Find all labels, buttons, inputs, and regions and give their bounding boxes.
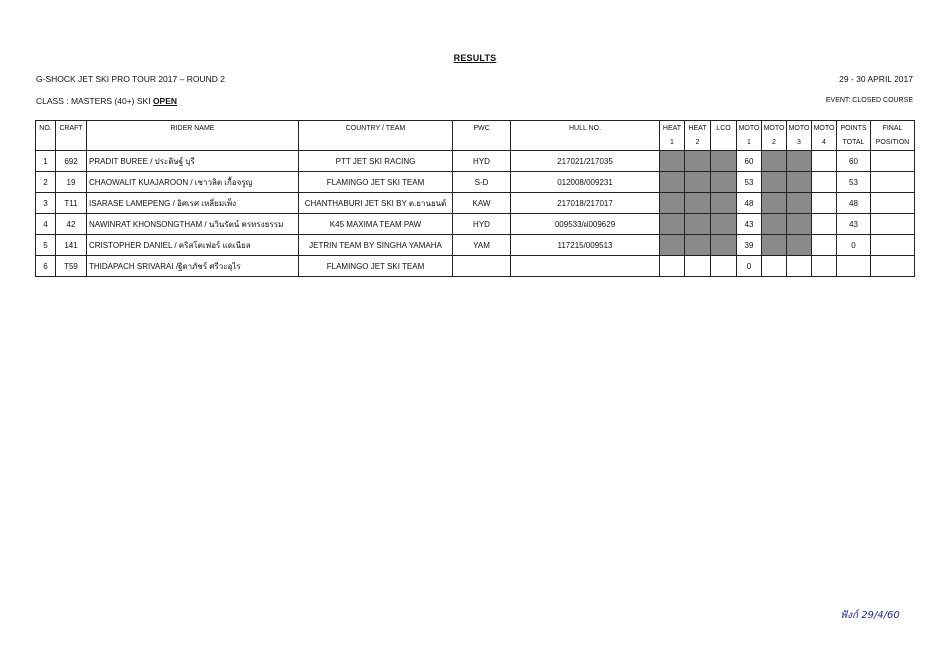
header-moto3-num: 3 <box>787 135 812 151</box>
cell-heat2 <box>685 193 711 214</box>
cell-hull: 117215/009513 <box>511 235 660 256</box>
cell-craft: 19 <box>56 172 87 193</box>
cell-moto2 <box>762 193 787 214</box>
class-emphasis: OPEN <box>152 96 178 106</box>
cell-lco <box>711 193 737 214</box>
cell-team: FLAMINGO JET SKI TEAM <box>299 256 453 277</box>
cell-moto3 <box>787 235 812 256</box>
header-heat1-num: 1 <box>660 135 685 151</box>
header-team: COUNTRY / TEAM <box>299 121 453 136</box>
cell-points: 48 <box>837 193 871 214</box>
cell-moto1: 48 <box>737 193 762 214</box>
cell-heat1 <box>660 214 685 235</box>
cell-hull: 012008/009231 <box>511 172 660 193</box>
header-moto2-num: 2 <box>762 135 787 151</box>
signature <box>838 586 918 636</box>
cell-moto3 <box>787 172 812 193</box>
cell-rider: ISARASE LAMEPENG / อิศเรศ เหลี่ยมเพ็ง <box>87 193 299 214</box>
cell-rider: NAWINRAT KHONSONGTHAM / นวินรัตน์ ครทรงธรรม <box>87 214 299 235</box>
cell-team: K45 MAXIMA TEAM PAW <box>299 214 453 235</box>
table-row <box>36 235 915 256</box>
cell-pwc: YAM <box>453 235 511 256</box>
signature-text: ฟังก์ 29/4/60 <box>840 610 900 621</box>
cell-rider: PRADIT BUREE / ประดิษฐ์ บุรี <box>87 151 299 172</box>
results-body <box>36 151 915 277</box>
cell-final <box>871 256 915 277</box>
cell-lco <box>711 256 737 277</box>
event-dates: 29 - 30 APRIL 2017 <box>839 74 913 84</box>
header-craft: CRAFT <box>56 121 87 136</box>
results-title: RESULTS <box>453 53 497 63</box>
header-points: POINTS <box>837 121 871 136</box>
cell-heat2 <box>685 214 711 235</box>
cell-moto1: 0 <box>737 256 762 277</box>
cell-hull: 217021/217035 <box>511 151 660 172</box>
cell-lco <box>711 172 737 193</box>
cell-no: 1 <box>36 151 56 172</box>
cell-moto3 <box>787 214 812 235</box>
header-blank <box>87 135 299 151</box>
cell-moto4 <box>812 256 837 277</box>
cell-pwc: S-D <box>453 172 511 193</box>
event-type: EVENT: CLOSED COURSE <box>825 97 913 104</box>
header-no: NO. <box>36 121 56 136</box>
cell-craft: 141 <box>56 235 87 256</box>
cell-moto1: 60 <box>737 151 762 172</box>
cell-lco <box>711 151 737 172</box>
table-row <box>36 256 915 277</box>
table-row <box>36 172 915 193</box>
header-final: FINAL <box>871 121 915 136</box>
header-blank <box>299 135 453 151</box>
header-moto4-num: 4 <box>812 135 837 151</box>
cell-moto4 <box>812 235 837 256</box>
cell-rider: CHAOWALIT KUAJAROON / เชาวลิต เกื้อจรูญ <box>87 172 299 193</box>
cell-craft: T11 <box>56 193 87 214</box>
cell-moto4 <box>812 214 837 235</box>
class-line <box>36 96 177 106</box>
cell-hull: 009533/ฝ009629 <box>511 214 660 235</box>
header-pwc: PWC <box>453 121 511 136</box>
cell-moto1: 53 <box>737 172 762 193</box>
cell-moto3 <box>787 193 812 214</box>
header-blank <box>511 135 660 151</box>
cell-no: 4 <box>36 214 56 235</box>
cell-team: CHANTHABURI JET SKI BY ต.ยานยนต์ <box>299 193 453 214</box>
cell-final <box>871 151 915 172</box>
cell-heat2 <box>685 151 711 172</box>
cell-moto2 <box>762 235 787 256</box>
cell-final <box>871 193 915 214</box>
cell-no: 2 <box>36 172 56 193</box>
table-row <box>36 151 915 172</box>
cell-lco <box>711 235 737 256</box>
header-moto2: MOTO <box>762 121 787 136</box>
header-hull: HULL NO. <box>511 121 660 136</box>
cell-rider: THIDAPACH SRIVARAI /ฐิดาภัชร์ ศรีวะอุไร <box>87 256 299 277</box>
cell-rider: CRISTOPHER DANIEL / คริสโตเฟอร์ แดเนียล <box>87 235 299 256</box>
header-rider: RIDER NAME <box>87 121 299 136</box>
cell-moto4 <box>812 193 837 214</box>
header-points-sub: TOTAL <box>837 135 871 151</box>
cell-heat1 <box>660 172 685 193</box>
cell-points: 0 <box>837 235 871 256</box>
header-blank <box>453 135 511 151</box>
header-moto1-num: 1 <box>737 135 762 151</box>
header-heat2: HEAT <box>685 121 711 136</box>
cell-pwc <box>453 256 511 277</box>
cell-moto3 <box>787 151 812 172</box>
cell-final <box>871 172 915 193</box>
header-lco: LCO <box>711 121 737 136</box>
cell-heat1 <box>660 256 685 277</box>
cell-moto2 <box>762 172 787 193</box>
cell-craft: 692 <box>56 151 87 172</box>
cell-heat2 <box>685 235 711 256</box>
cell-craft: 42 <box>56 214 87 235</box>
cell-pwc: KAW <box>453 193 511 214</box>
cell-hull <box>511 256 660 277</box>
cell-team: JETRIN TEAM BY SINGHA YAMAHA <box>299 235 453 256</box>
header-moto3: MOTO <box>787 121 812 136</box>
cell-team: PTT JET SKI RACING <box>299 151 453 172</box>
cell-final <box>871 235 915 256</box>
event-name: G-SHOCK JET SKI PRO TOUR 2017 – ROUND 2 <box>36 74 225 84</box>
cell-heat2 <box>685 172 711 193</box>
class-label: CLASS : MASTERS (40+) SKI <box>36 96 151 106</box>
cell-moto4 <box>812 172 837 193</box>
cell-team: FLAMINGO JET SKI TEAM <box>299 172 453 193</box>
header-lco-blank <box>711 135 737 151</box>
cell-moto1: 39 <box>737 235 762 256</box>
cell-points: 43 <box>837 214 871 235</box>
cell-craft: T59 <box>56 256 87 277</box>
cell-moto3 <box>787 256 812 277</box>
header-blank <box>36 135 56 151</box>
cell-hull: 217018/217017 <box>511 193 660 214</box>
cell-moto2 <box>762 151 787 172</box>
cell-moto1: 43 <box>737 214 762 235</box>
cell-lco <box>711 214 737 235</box>
cell-moto4 <box>812 151 837 172</box>
cell-heat1 <box>660 235 685 256</box>
cell-heat2 <box>685 256 711 277</box>
table-row <box>36 193 915 214</box>
header-heat1: HEAT <box>660 121 685 136</box>
cell-moto2 <box>762 256 787 277</box>
results-table <box>35 120 915 277</box>
cell-moto2 <box>762 214 787 235</box>
cell-pwc: HYD <box>453 151 511 172</box>
cell-points <box>837 256 871 277</box>
table-row <box>36 214 915 235</box>
cell-final <box>871 214 915 235</box>
cell-no: 6 <box>36 256 56 277</box>
header-moto4: MOTO <box>812 121 837 136</box>
header-moto1: MOTO <box>737 121 762 136</box>
cell-heat1 <box>660 193 685 214</box>
cell-points: 60 <box>837 151 871 172</box>
cell-pwc: HYD <box>453 214 511 235</box>
header-heat2-num: 2 <box>685 135 711 151</box>
header-blank <box>56 135 87 151</box>
cell-points: 53 <box>837 172 871 193</box>
cell-heat1 <box>660 151 685 172</box>
cell-no: 5 <box>36 235 56 256</box>
header-final-sub: POSITION <box>871 135 915 151</box>
cell-no: 3 <box>36 193 56 214</box>
